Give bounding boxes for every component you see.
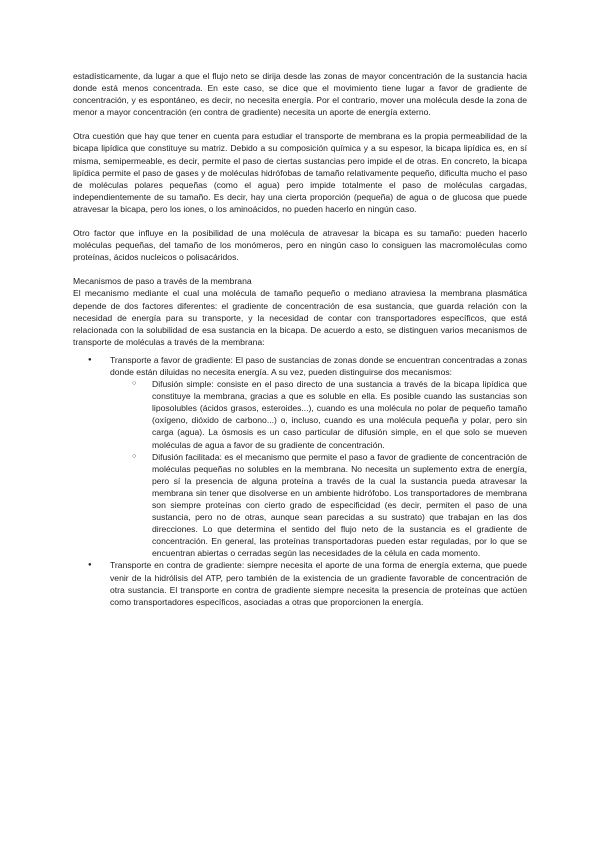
list-item-favor-text: Transporte a favor de gradiente: El paso de sustancias de zonas donde se encuentran concentradas a zonas donde están diluidas no necesita energía. A su vez, pueden distinguirse dos mecanismos: (110, 354, 527, 377)
sub-mechanism-list (110, 378, 527, 559)
list-item-facilitada: ○ Difusión facilitada: es el mecanismo que permite el paso a favor de gradiente de concentración de moléculas pequeñas no solubles en la membrana. No necesita un suplemento extra de energía, pero sí la presencia de alguna proteína a través de la cual la sustancia pueda atravesar la membrana sin tener que disolverse en un ambiente hidrófobo. Los transportadores de membrana son siempre proteínas con cierto grado de especificidad (es decir, permiten el paso de una sustancia, pero no de otras, aunque sean parecidas a su sustrato) que trabajan en las dos direcciones. Lo que determina el sentido del flujo neto de la sustancia es el gradiente de concentración. En general, las proteínas transportadoras pueden estar reguladas, por lo que se encuentran abiertas o cerradas según las necesidades de la célula en cada momento. (152, 451, 527, 560)
list-item-simple: ○ Difusión simple: consiste en el paso directo de una sustancia a través de la bicapa lipídica que constituye la membrana, gracias a que es soluble en ella. Es posible cuando las sustancias son liposolubles (ácidos grasos, esteroides...), cuando es una molécula no polar de pequeño tamaño (oxígeno, dióxido de carbono...) o, incluso, cuando es una molécula pequeña y polar, pero sin carga (agua). La ósmosis es un caso particular de difusión simple, en el que solo se mueven moléculas de agua a favor de su gradiente de concentración. (152, 378, 527, 451)
list-item-favor (110, 354, 527, 560)
paragraph-size: Otro factor que influye en la posibilidad de una molécula de atravesar la bicapa es su tamaño: pueden hacerlo moléculas pequeñas, del tamaño de los monómeros, pero en ningún caso lo consiguen las macromoléculas como proteínas, ácidos nucleicos o polisacáridos. (73, 228, 527, 263)
document-page (73, 70, 527, 608)
paragraph-gradient: estadísticamente, da lugar a que el flujo neto se dirija desde las zonas de mayor concentración de la sustancia hacia donde está menos concentrada. En este caso, se dice que el movimiento tiene lugar a favor de gradiente de concentración, y es espontáneo, es decir, no necesita energía. Por el contrario, mover una molécula desde la zona de menor a mayor concentración (en contra de gradiente) necesita un aporte de energía externo. (73, 71, 527, 118)
paragraph-permeability: Otra cuestión que hay que tener en cuenta para estudiar el transporte de membrana es la propia permeabilidad de la bicapa lipídica que constituye su matriz. Debido a su composición química y a su espesor, la bicapa lipídica es, en sí misma, semipermeable, es decir, permite el paso de ciertas sustancias pero impide el de otras. En concreto, la bicapa lipídica permite el paso de gases y de moléculas hidrófobas de tamaño relativamente pequeño, dificulta mucho el paso de moléculas polares pequeñas (como el agua) pero impide totalmente el paso de moléculas cargadas, independientemente de su tamaño. Es decir, hay una cierta proporción (pequeña) de agua o de glucosa que puede atravesar la bicapa, pero los iones, o los aminoácidos, no pueden hacerlo en ningún caso. (73, 131, 527, 214)
list-item-contra: ● Transporte en contra de gradiente: siempre necesita el aporte de una forma de energía externa, que puede venir de la hidrólisis del ATP, pero también de la existencia de un gradiente favorable de concentración de otra sustancia. El transporte en contra de gradiente siempre necesita la presencia de proteínas que actúen como transportadores específicos, asociadas a otras que proporcionen la energía. (110, 559, 527, 607)
mechanism-list (73, 354, 527, 608)
paragraph-mechanisms: El mecanismo mediante el cual una molécula de tamaño pequeño o mediano atraviesa la membrana plasmática depende de dos factores diferentes: el gradiente de concentración de esa sustancia, que guarda relación con la necesidad de energía para su transporte, y la necesidad de contar con transportadores específicos, que está relacionada con la solubilidad de esa sustancia en la bicapa. De acuerdo a esto, se distinguen varios mecanismos de transporte de moléculas a través de la membrana: (73, 288, 527, 347)
section-heading: Mecanismos de paso a través de la membrana (73, 276, 252, 287)
